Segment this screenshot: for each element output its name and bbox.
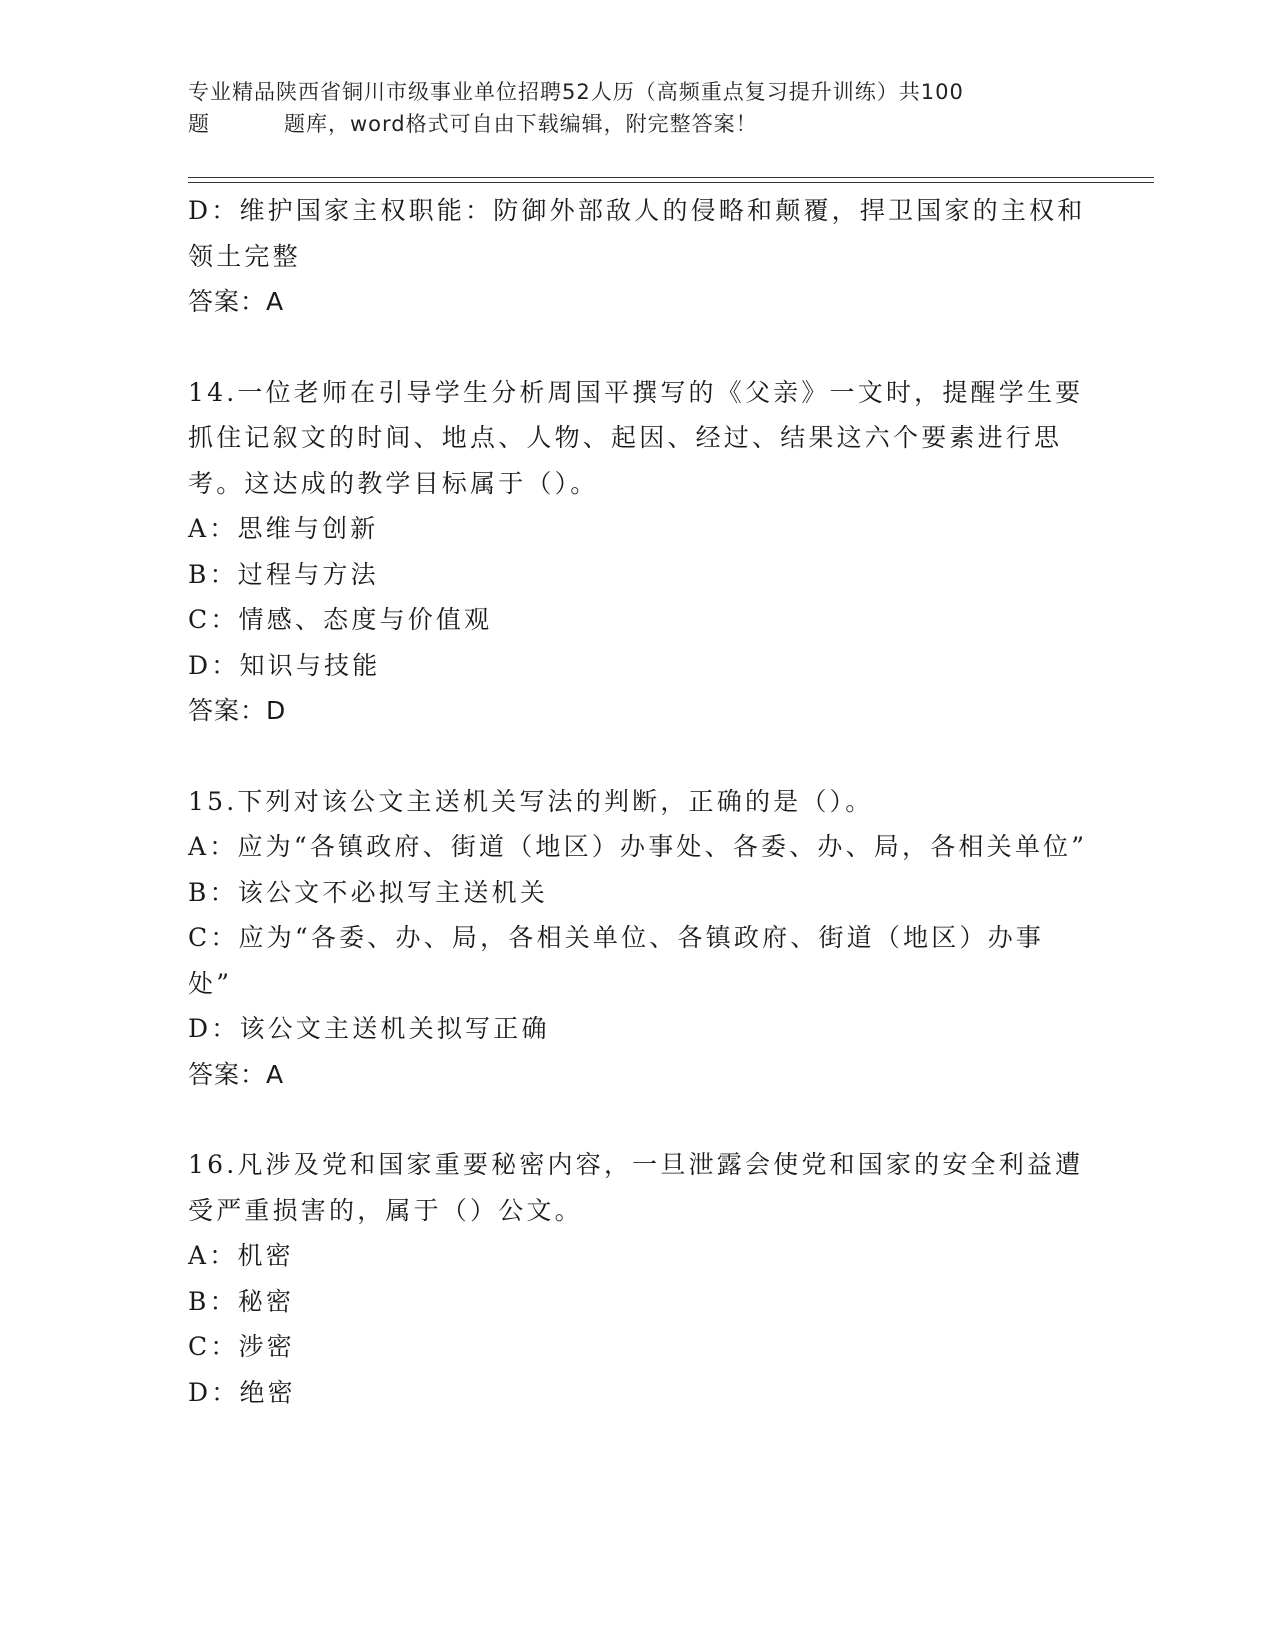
question-stem: 16.凡涉及党和国家重要秘密内容，一旦泄露会使党和国家的安全利益遭受严重损害的，属于（）公文。 (188, 1150, 1084, 1225)
option-c: C：应为“各委、办、局，各相关单位、各镇政府、街道（地区）办事处” (188, 923, 1045, 998)
document-body (188, 188, 1088, 1415)
option-b: B：该公文不必拟写主送机关 (188, 877, 548, 907)
option-a: A：思维与创新 (188, 514, 379, 543)
header-subtitle-line (188, 108, 1108, 140)
option-a: A：应为“各镇政府、街道（地区）办事处、各委、办、局，各相关单位” (188, 832, 1088, 861)
header-divider-top (188, 177, 1154, 178)
question-stem: 14.一位老师在引导学生分析周国平撰写的《父亲》一文时，提醒学生要抓住记叙文的时间、地点、人物、起因、经过、结果这六个要素进行思考。这达成的教学目标属于（）。 (188, 377, 1084, 498)
option-c: C：情感、态度与价值观 (188, 605, 493, 634)
header-title-line: 专业精品陕西省铜川市级事业单位招聘52人历（高频重点复习提升训练）共100 (188, 80, 964, 104)
answer-line: 答案：A (188, 1059, 285, 1089)
option-d: D：绝密 (188, 1377, 296, 1407)
answer-line: 答案：D (188, 696, 287, 725)
question-16 (188, 1142, 1088, 1415)
question-15 (188, 779, 1088, 1098)
option-b: B：过程与方法 (188, 559, 379, 589)
option-b: B：秘密 (188, 1286, 295, 1316)
answer-line: 答案：A (188, 287, 285, 316)
page-header (188, 76, 1108, 140)
header-title-end: 题 (188, 112, 210, 136)
previous-question-tail (188, 188, 1088, 325)
option-c: C：涉密 (188, 1332, 295, 1361)
option-a: A：机密 (188, 1241, 294, 1270)
header-description: 题库，word格式可自由下载编辑，附完整答案！ (284, 112, 758, 136)
question-14 (188, 370, 1088, 734)
option-d: D：该公文主送机关拟写正确 (188, 1014, 550, 1043)
option-d: D：知识与技能 (188, 650, 381, 680)
header-divider-bottom (188, 182, 1154, 183)
question-stem: 15.下列对该公文主送机关写法的判断，正确的是（）。 (188, 786, 874, 816)
option-d: D：维护国家主权职能：防御外部敌人的侵略和颠覆，捍卫国家的主权和领土完整 (188, 196, 1086, 271)
